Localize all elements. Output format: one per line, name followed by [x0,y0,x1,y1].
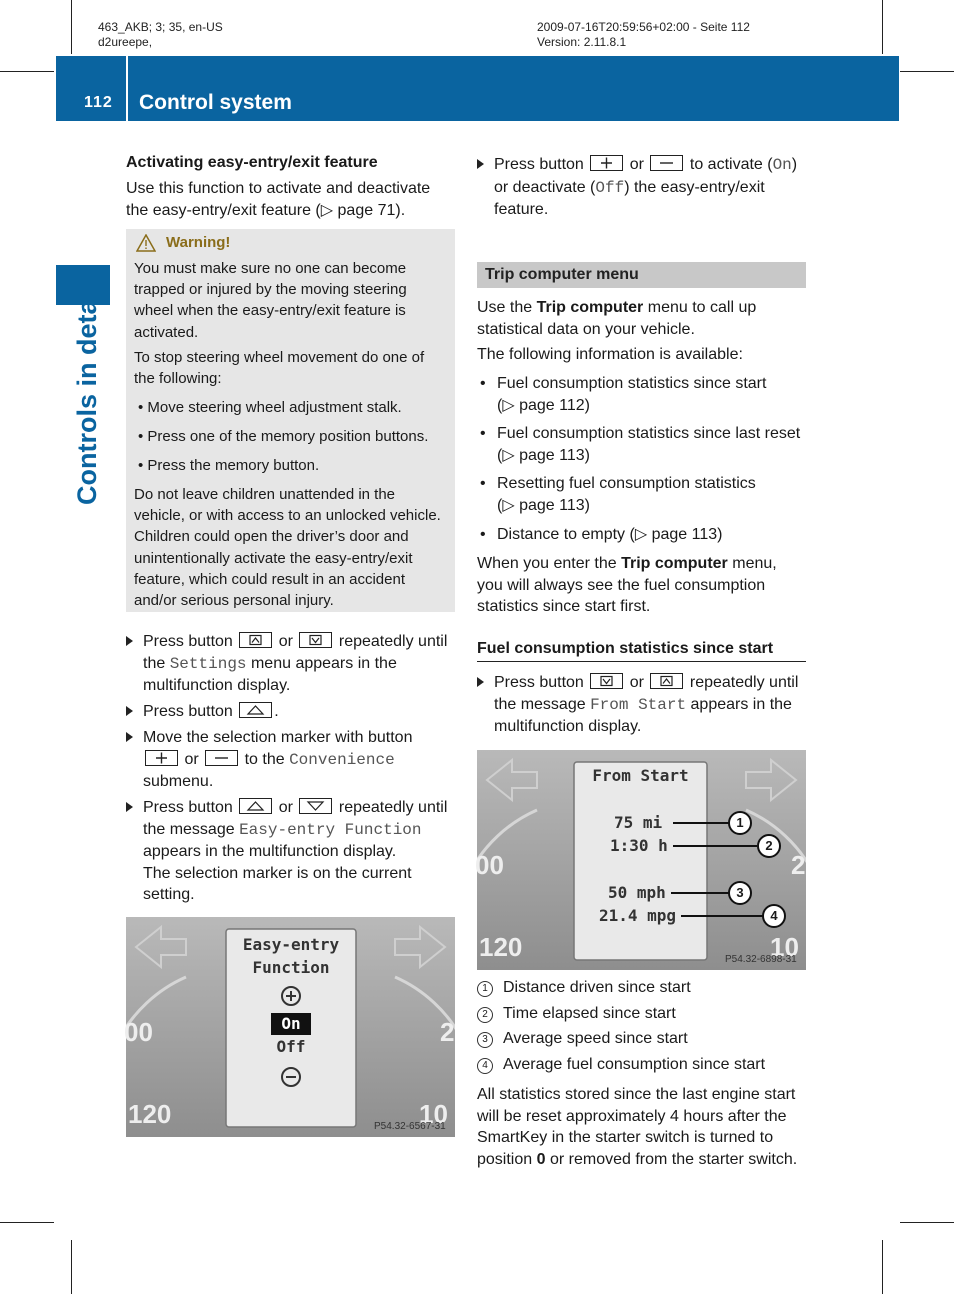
section-title: Trip computer menu [485,266,639,283]
text-line [143,749,461,772]
text-line: multifunction display. [494,718,642,735]
warning-bullet: • Press one of the memory position buttons. [138,428,429,445]
plus-button-icon [590,155,623,171]
warning-triangle-icon [136,234,156,257]
callout-3: 3 [736,885,744,900]
gauge-label: 2 [791,850,806,880]
instruction-step [126,701,461,723]
text-line: trapped or injured by the moving steering [134,281,407,299]
text: or [278,633,293,650]
crop-mark [882,0,883,54]
text-line [477,297,812,319]
page-up-button-icon [299,632,332,648]
side-tab-label: Controls in detail [72,284,102,505]
text-line [477,553,812,575]
text-line [477,1149,817,1171]
text-line [126,200,456,222]
chapter-title: Control system [139,91,292,114]
instruction-step [126,797,461,906]
crop-mark [71,1240,72,1294]
warning-title: Warning! [166,234,231,251]
text: or removed from the starter switch. [549,1150,798,1168]
legend-item [477,977,691,999]
display-value-distance: 75 mi [614,813,663,832]
text: Press one of the memory position buttons. [147,428,429,445]
plus-button-icon [145,750,178,766]
warning-box [126,229,455,612]
text-line: wheel when the easy-entry/exit feature is [134,302,406,320]
callout-2: 2 [765,838,773,853]
multifunction-display-easy-entry [126,917,455,1137]
warning-paragraph-3 [134,484,441,611]
text-line: multifunction display. [143,677,291,694]
text: Press the memory button. [147,457,320,474]
minus-button-icon [205,750,238,766]
text: repeatedly until [338,633,448,650]
subsection-heading: Fuel consumption statistics since start [477,640,806,662]
text-line: To stop steering wheel movement do one of [134,349,425,366]
page-reference-triangle-icon: ▷ [502,396,515,414]
list-item [480,423,815,466]
page-reference-link[interactable]: page 71). [337,201,406,219]
gauge-label: 120 [128,1099,172,1129]
text-line: (▷ page 113) [497,496,590,514]
warning-bullet: • Press the memory button. [138,457,320,474]
legend-item [477,1028,688,1050]
text-line: All statistics stored since the last engine start [477,1086,796,1103]
text: menu appears in the [250,654,397,672]
page-reference-link[interactable]: page 112) [519,396,590,414]
bold-text: Trip computer [621,555,728,572]
header-meta-left [98,20,223,50]
text-line: (▷ page 113) [497,446,590,464]
text: Press button [494,674,584,691]
multifunction-display-from-start [477,750,806,970]
crop-mark [0,71,54,72]
section-title-bar [477,262,806,288]
gauge-label: 120 [479,932,523,962]
page-reference-link[interactable]: page 113) [651,526,723,543]
step-arrow-icon [126,802,133,812]
callout-4: 4 [770,908,778,923]
up-arrow-button-icon [239,798,272,814]
warning-paragraph-1 [134,258,407,343]
display-text: On [772,156,792,174]
display-line: Easy-entry [242,935,340,954]
step-arrow-icon [477,677,484,687]
legend-number: 4 [477,1058,493,1074]
text-line [143,819,461,842]
crop-mark [900,71,954,72]
text: ) [791,156,798,173]
intro-paragraph [126,178,456,221]
text: to activate ( [689,156,773,173]
display-value-time: 1:30 h [610,836,668,855]
page-number: 112 [84,94,113,111]
text: menu, [732,555,777,572]
text: Press button [143,633,233,650]
text-line: Use this function to activate and deactivate [126,180,431,197]
header-meta-line: Version: 2.11.8.1 [537,35,627,49]
text-line: Do not leave children unattended in the [134,486,396,503]
warning-bullet: • Move steering wheel adjustment stalk. [138,399,402,416]
gauge-label: 10 [419,1099,448,1129]
text-line: Children could open the driver’s door and [134,528,409,546]
text-line: will be reset approximately 4 hours after the [477,1107,787,1125]
text-line: unintentionally activate the easy-entry/exit [134,549,413,567]
text-line [494,154,812,177]
text: ) the easy-entry/exit [624,178,765,196]
bold-text: Trip computer [536,299,644,316]
text: to the [244,750,285,768]
warning-paragraph-2 [134,347,424,389]
text-line [494,694,812,717]
text: the [143,654,166,672]
display-text: Convenience [289,750,395,769]
list-item [480,473,815,516]
text: . [274,703,279,720]
bullet-dot: • [480,425,486,442]
text: position [477,1150,533,1168]
text-line: activated. [134,323,199,341]
callout-1: 1 [736,815,744,830]
page-reference-triangle-icon: ▷ [502,496,515,514]
list-item [480,373,815,416]
step-arrow-icon [126,732,133,742]
text-line [143,631,461,653]
banner-separator [126,56,128,121]
option-off: Off [276,1037,306,1056]
gauge-label: 00 [475,850,504,880]
text: or [184,750,199,768]
text-line: Fuel consumption statistics since start [497,375,767,392]
text-line: you will always see the fuel consumption [477,576,766,594]
text: the easy-entry/exit feature ( [126,201,321,219]
bullet-dot: • [480,526,486,543]
crop-mark [71,0,72,54]
legend-item [477,1054,765,1076]
page-reference-triangle-icon: ▷ [320,201,334,219]
text: Press button [494,156,584,173]
bullet-dot: • [480,475,486,492]
display-title: From Start [592,766,689,785]
up-arrow-button-icon [239,702,272,718]
text-line [494,177,812,200]
text: menu to call up [647,299,757,316]
bold-text: 0 [536,1150,546,1168]
text: appears in the [690,695,792,713]
gauge-label: 10 [770,932,799,962]
text: Press button [143,799,233,816]
text-line [143,797,461,819]
display-line: Function [252,958,330,977]
gauge-label: 00 [124,1017,153,1047]
legend-number: 1 [477,981,493,997]
display-text: From Start [590,695,687,714]
instruction-step [477,154,812,221]
image-code: P54.32-6567-31 [374,1121,446,1132]
display-text: Easy-entry Function [239,820,422,839]
text: Move steering wheel adjustment stalk. [147,399,402,416]
text-line: the following: [134,370,222,388]
text-line: appears in the multifunction display. [143,843,397,860]
text-line [494,672,812,694]
text-line: statistics since start first. [477,598,651,615]
gauge-label: 2 [440,1017,455,1047]
step-arrow-icon [126,706,133,716]
bullet-dot: • [480,375,486,392]
text: or [629,674,644,691]
instruction-step [126,631,461,697]
legend-text: Average speed since start [503,1030,688,1047]
instruction-step [477,672,812,738]
text-line: The selection marker is on the current [143,864,412,882]
text: repeatedly until [338,799,448,816]
text-line: submenu. [143,773,214,790]
text-line: and/or serious personal injury. [134,592,334,610]
section-heading: Activating easy-entry/exit feature [126,154,378,171]
legend-number: 3 [477,1032,493,1048]
text-line: (▷ page 112) [497,396,590,414]
page-down-button-icon [239,632,272,648]
minus-button-icon [650,155,683,171]
step-arrow-icon [126,636,133,646]
text: or deactivate ( [494,178,596,196]
page-up-button-icon [590,673,623,689]
text: the message [494,695,586,713]
instruction-step [126,727,461,793]
display-text: Off [595,178,625,197]
legend-item [477,1003,676,1025]
text-line: feature, which could result in an accident [134,570,405,588]
text: Distance to empty ( [497,526,635,543]
header-meta-line: 463_AKB; 3; 35, en-US [98,20,223,34]
paragraph [477,1084,817,1170]
paragraph: The following information is available: [477,346,743,363]
text: Use the [477,299,533,316]
text-line: Resetting fuel consumption statistics [497,475,756,492]
text: When you enter the [477,555,617,572]
text: the message [143,820,235,838]
display-title [226,933,356,979]
legend-text: Time elapsed since start [503,1005,676,1022]
step-arrow-icon [477,159,484,169]
header-meta-line: d2ureepe, [98,35,153,49]
text: or [278,799,293,816]
legend-text: Distance driven since start [503,979,691,996]
text: or [629,156,644,173]
text-line: Fuel consumption statistics since last reset [497,425,801,442]
paragraph [477,297,812,340]
legend-number: 2 [477,1007,493,1023]
text-line: feature. [494,201,549,218]
option-on-selected: On [281,1014,301,1033]
crop-mark [882,1240,883,1294]
legend-text: Average fuel consumption since start [503,1056,766,1073]
header-meta-line: 2009-07-16T20:59:56+02:00 - Seite 112 [537,20,750,34]
display-value-speed: 50 mph [608,883,666,902]
chapter-banner [56,56,899,121]
page-reference-link[interactable]: page 113) [519,496,590,514]
display-value-consumption: 21.4 mpg [599,906,677,925]
paragraph [477,553,812,618]
text: Press button [143,703,233,720]
crop-mark [0,1222,54,1223]
display-text: Settings [169,654,247,673]
text-line: SmartKey in the starter switch is turned to [477,1129,774,1146]
crop-mark [900,1222,954,1223]
header-meta-right [537,20,750,50]
text-line: Move the selection marker with button [143,729,413,746]
page-reference-triangle-icon: ▷ [502,446,515,464]
page-reference-link[interactable]: page 113) [519,446,590,464]
text-line: setting. [143,886,195,903]
image-code: P54.32-6898-31 [725,954,797,965]
text: repeatedly until [689,674,799,691]
page-down-button-icon [650,673,683,689]
text-line: You must make sure no one can become [134,260,407,277]
text-line: vehicle, or with access to an unlocked vehicle. [134,507,441,525]
down-arrow-button-icon [299,798,332,814]
text-line: statistical data on your vehicle. [477,320,695,338]
page-reference-triangle-icon: ▷ [634,526,648,543]
text-line [143,653,461,676]
list-item [480,524,815,546]
